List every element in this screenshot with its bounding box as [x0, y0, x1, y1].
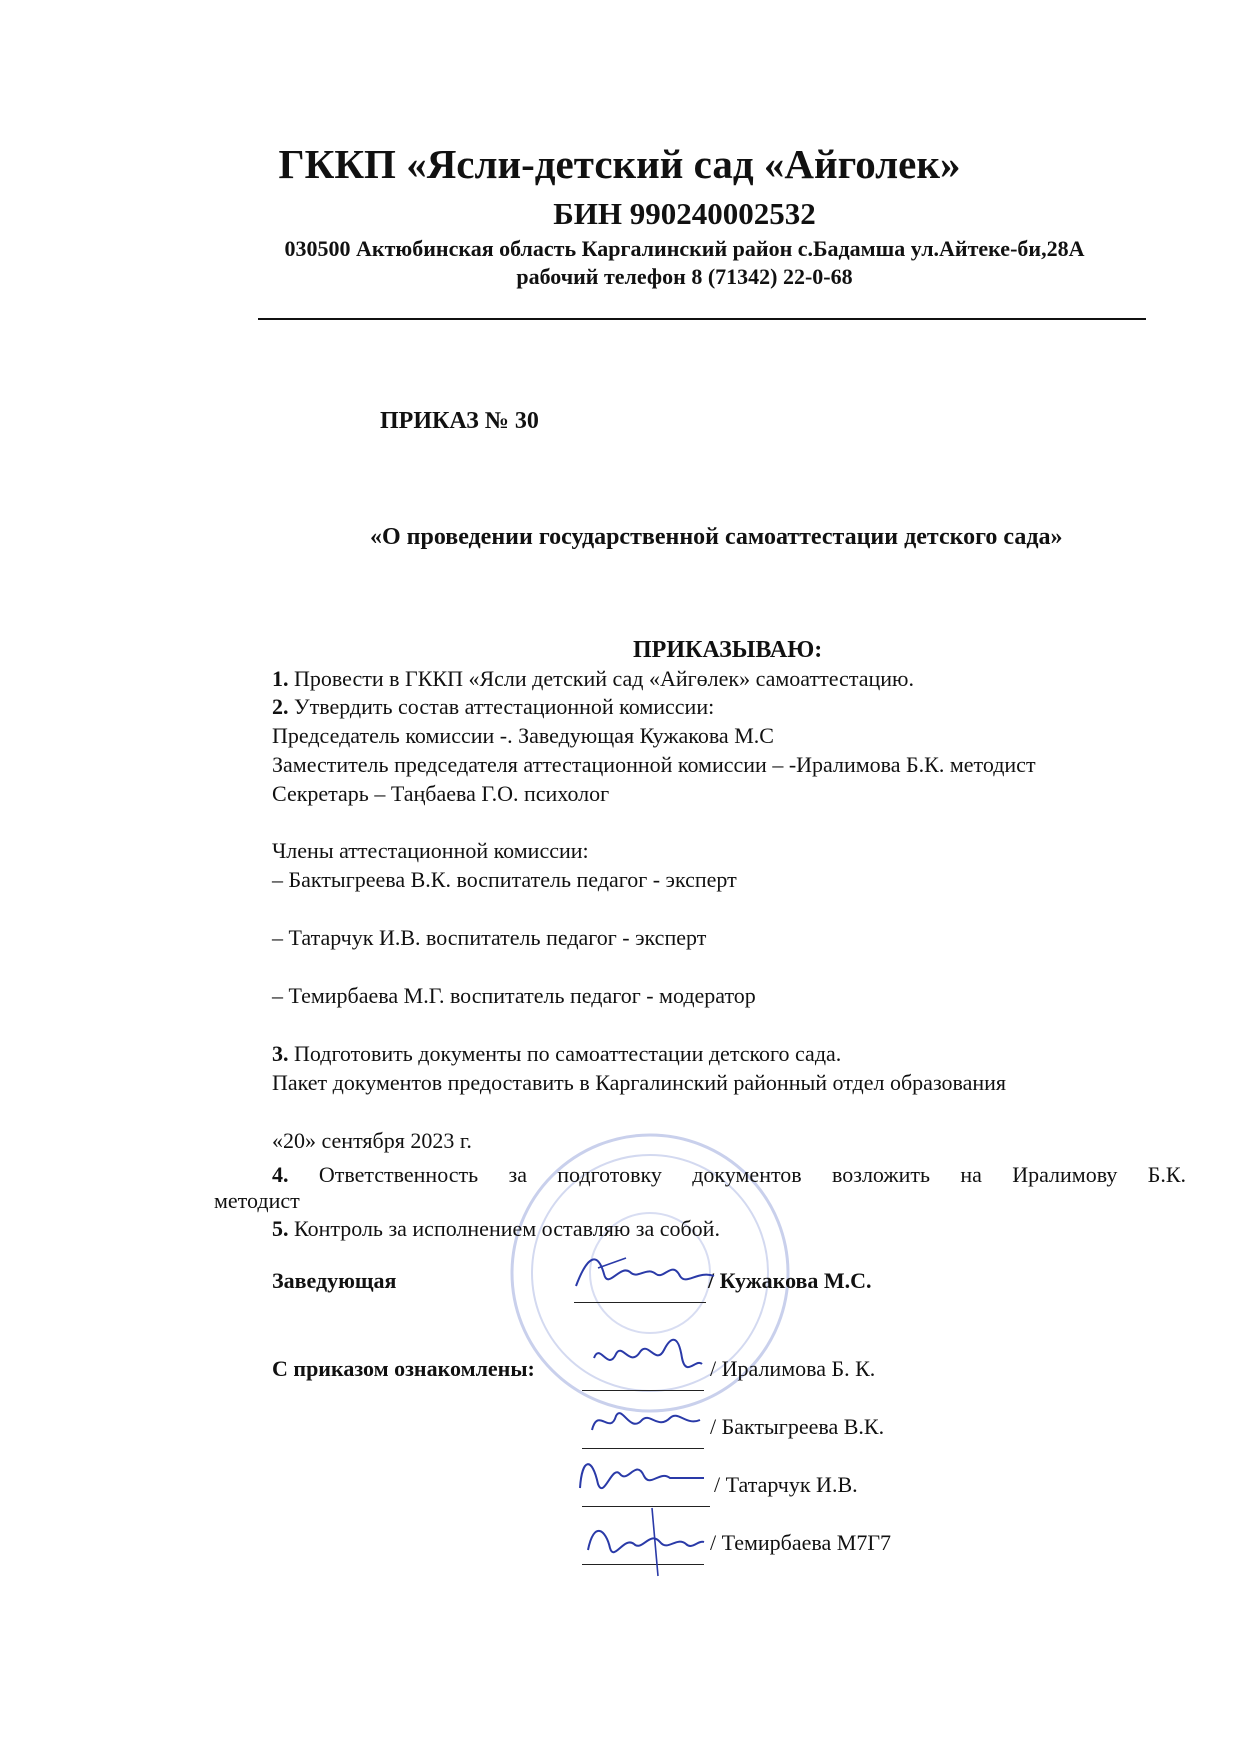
header-divider [258, 318, 1146, 320]
item-3 [272, 1041, 841, 1067]
item-2 [272, 694, 714, 720]
member-2: – Татарчук И.В. воспитатель педагог - эксперт [272, 925, 707, 950]
item-5-text: Контроль за исполнением оставляю за собой. [294, 1216, 720, 1241]
item-3-text: Подготовить документы по самоаттестации детского сада. [294, 1041, 842, 1066]
ack-name-2: / Бактыгреева В.К. [710, 1414, 885, 1439]
head-handwritten-signature [568, 1246, 718, 1306]
item-1 [272, 666, 914, 692]
commission-secretary: Секретарь – Таңбаева Г.О. психолог [272, 781, 610, 806]
item-2-text: Утвердить состав аттестационной комиссии: [294, 694, 715, 719]
organization-phone: рабочий телефон 8 (71342) 22-0-68 [516, 264, 853, 289]
ack-handwritten-signature-2 [586, 1396, 706, 1446]
item-3-package: Пакет документов предоставить в Каргалинский районный отдел образования [272, 1070, 1007, 1095]
organization-name: ГККП «Ясли-детский сад «Айголек» [278, 141, 961, 187]
ack-name-4: / Темирбаева М7Г7 [710, 1530, 892, 1555]
item-2-number: 2. [272, 694, 289, 719]
head-name: / Кужакова М.С. [708, 1268, 872, 1293]
commission-vice-chair: Заместитель председателя аттестационной комиссии – -Иралимова Б.К. методист [272, 752, 1036, 777]
ack-name-1: / Иралимова Б. К. [710, 1356, 876, 1381]
order-title: ПРИКАЗ № 30 [380, 408, 539, 434]
ack-handwritten-signature-1 [586, 1328, 706, 1388]
ack-name-3: / Татарчук И.В. [714, 1472, 858, 1497]
commission-chair: Председатель комиссии -. Заведующая Кужакова М.С [272, 723, 774, 748]
member-1: – Бактыгреева В.К. воспитатель педагог - эксперт [272, 867, 737, 892]
order-decree: ПРИКАЗЫВАЮ: [633, 637, 823, 663]
item-4-number: 4. [272, 1162, 289, 1187]
item-5 [272, 1216, 720, 1242]
organization-address: 030500 Актюбинская область Каргалинский район с.Бадамша ул.Айтеке-би,28А [284, 236, 1085, 261]
members-heading: Члены аттестационной комиссии: [272, 838, 589, 863]
head-label: Заведующая [272, 1268, 397, 1293]
ack-handwritten-signature-3 [570, 1444, 710, 1504]
item-4 [214, 1162, 1186, 1214]
item-4-continuation: методист [214, 1188, 300, 1213]
item-4-text: Ответственность за подготовку документов возложить на Иралимову Б.К. [318, 1162, 1187, 1187]
item-3-number: 3. [272, 1041, 289, 1066]
ack-handwritten-signature-4 [580, 1500, 710, 1580]
item-5-number: 5. [272, 1216, 289, 1241]
order-subject: «О проведении государственной самоаттестации детского сада» [370, 524, 1063, 550]
submission-date: «20» сентября 2023 г. [272, 1128, 472, 1153]
member-3: – Темирбаева М.Г. воспитатель педагог - модератор [272, 983, 756, 1008]
bin-number: БИН 990240002532 [553, 196, 816, 231]
item-1-text: Провести в ГККП «Ясли детский сад «Айгөлек» самоаттестацию. [294, 666, 914, 691]
acknowledged-label: С приказом ознакомлены: [272, 1356, 535, 1381]
item-1-number: 1. [272, 666, 289, 691]
